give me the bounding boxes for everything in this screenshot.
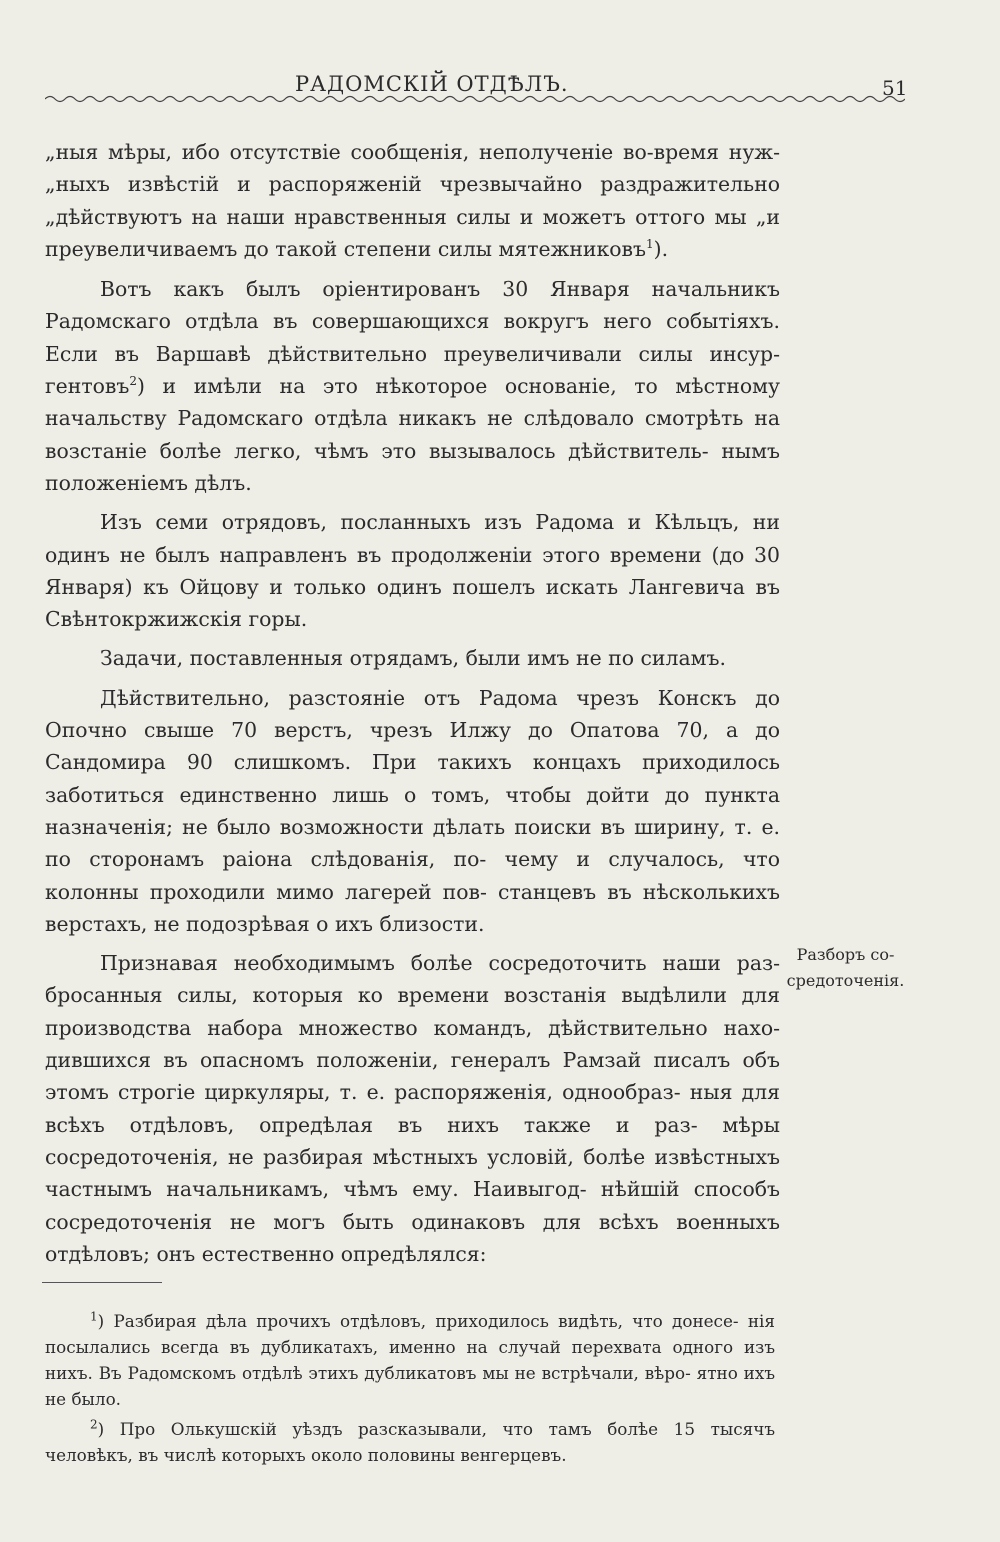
wavy-rule-divider: [45, 92, 905, 106]
paragraph-2: Вотъ какъ былъ оріентированъ 30 Января начальникъ Радомскаго отдѣла въ совершающихся вокругъ него событіяхъ. Если въ Варшавѣ дѣйствительно преувеличивали силы инсур- гентовъ$^2$) и имѣли на это нѣкоторое основаніе, то мѣстному начальству Радомскаго отдѣла никакъ не слѣдовало смотрѣть на возстаніе болѣе легко, чѣмъ это вызывалось дѣйствитель- нымъ положеніемъ дѣлъ.: [45, 277, 780, 495]
footnote-ref-1: 1: [645, 237, 654, 252]
footnotes: [45, 1308, 775, 1472]
footnote-mark-2: 2: [90, 1417, 98, 1432]
running-title: РАДОМСКІЙ ОТДѢЛЪ.: [295, 72, 569, 96]
paragraph-4: Задачи, поставленныя отрядамъ, были имъ не по силамъ.: [100, 646, 726, 671]
paragraph-6: Признавая необходимымъ болѣе сосредоточить наши раз- бросанныя силы, которыя ко времени возстанія выдѣлили для производства набора множество командъ, дѣйствительно нахо- дившихся въ опасномъ положеніи, генералъ Рамзай писалъ объ этомъ строгіе циркуляры, т. е. распоряженія, однообраз- ныя для всѣхъ отдѣловъ, опредѣлая въ нихъ также и раз- мѣры сосредоточенія, не разбирая мѣстныхъ условій, болѣе извѣстныхъ частнымъ начальникамъ, чѣмъ ему. Наивыгод- нѣйшій способъ сосредоточенія не могъ быть одинаковъ для всѣхъ военныхъ отдѣловъ; онъ естественно опредѣлялся:: [45, 951, 780, 1266]
footnote-rule: [42, 1282, 162, 1283]
footnote-mark-1: 1: [90, 1309, 98, 1324]
footnote-1: $^1$) Разбирая дѣла прочихъ отдѣловъ, приходилось видѣть, что донесе- нія посылались всегда въ дубликатахъ, именно на случай перехвата одного изъ нихъ. Въ Радомскомъ отдѣлѣ этихъ дубликатовъ мы не встрѣчали, вѣро- ятно ихъ не было.: [45, 1309, 775, 1409]
footnote-2: $^2$) Про Олькушскій уѣздъ разсказывали, что тамъ болѣе 15 тысячъ человѣкъ, въ числѣ которыхъ около половины венгерцевъ.: [45, 1417, 775, 1465]
paragraph-3: Изъ семи отрядовъ, посланныхъ изъ Радома и Кѣльцъ, ни одинъ не былъ направленъ въ продолженіи этого времени (до 30 Января) къ Ойцову и только одинъ пошелъ искать Лангевича въ Свѣнтокржижскія горы.: [45, 510, 780, 632]
paragraph-1: „ныя мѣры, ибо отсутствіе сообщенія, неполученіе во-время нуж- „ныхъ извѣстій и распоряженій чрезвычайно раздражительно „дѣйствуютъ на наши нравственныя силы и можетъ оттого мы „и преувеличиваемъ до такой степени силы мятежниковъ$^1$).: [45, 140, 780, 261]
footnote-ref-2: 2: [129, 374, 137, 389]
paragraph-5: Дѣйствительно, разстояніе отъ Радома чрезъ Конскъ до Опочно свыше 70 верстъ, чрезъ Илжу до Опатова 70, а до Сандомира 90 слишкомъ. При такихъ концахъ приходилось заботиться единственно лишь о томъ, чтобы дойти до пункта назначенія; не было возможности дѣлать поиски въ ширину, т. е. по сторонамъ раіона слѣдованія, по- чему и случалось, что колонны проходили мимо лагерей пов- станцевъ въ нѣсколькихъ верстахъ, не подозрѣвая о ихъ близости.: [45, 685, 780, 936]
body-text: [45, 136, 780, 1277]
page-number: 51: [882, 76, 908, 100]
margin-note: Разборъ со- средоточенія.: [786, 945, 905, 990]
